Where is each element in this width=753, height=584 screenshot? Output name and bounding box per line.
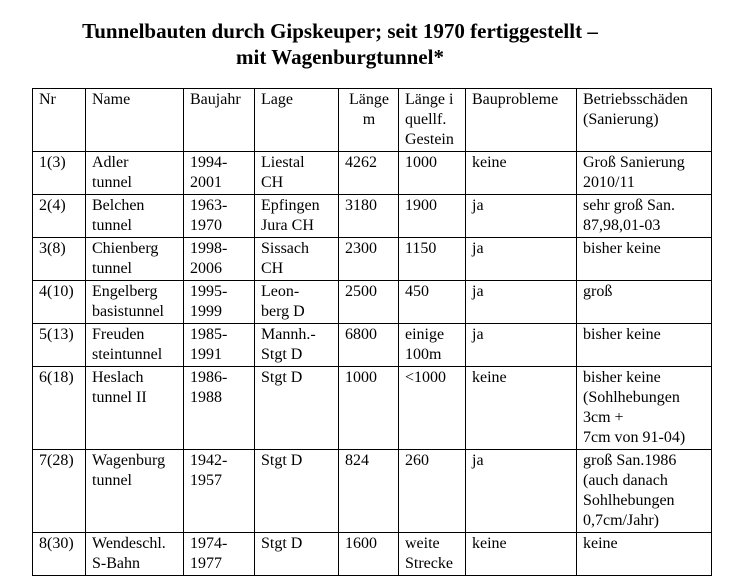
- cell-baujahr: 1985- 1991: [184, 324, 255, 367]
- cell-name: Adler tunnel: [86, 152, 184, 195]
- cell-name: Wendeschl. S-Bahn: [86, 533, 184, 576]
- cell-laenge: 4262: [339, 152, 399, 195]
- cell-nr: 2(4): [33, 195, 86, 238]
- cell-laenge: 1000: [339, 367, 399, 450]
- table-row: [33, 367, 712, 450]
- cell-baujahr: 1994- 2001: [184, 152, 255, 195]
- cell-lage: Stgt D: [255, 367, 339, 450]
- cell-bauprobleme: ja: [466, 324, 577, 367]
- cell-baujahr: 1995- 1999: [184, 281, 255, 324]
- cell-laenge: 6800: [339, 324, 399, 367]
- cell-laenge: 1600: [339, 533, 399, 576]
- table-row: [33, 324, 712, 367]
- table-row: [33, 152, 712, 195]
- cell-name: Freuden steintunnel: [86, 324, 184, 367]
- cell-lage: Mannh.- Stgt D: [255, 324, 339, 367]
- document-title: [0, 18, 680, 70]
- cell-betriebsschaeden: bisher keine: [577, 324, 712, 367]
- cell-bauprobleme: ja: [466, 238, 577, 281]
- table-row: [33, 450, 712, 533]
- cell-laenge-quellf: <1000: [399, 367, 466, 450]
- header-name: Name: [86, 89, 184, 152]
- cell-nr: 6(18): [33, 367, 86, 450]
- cell-laenge-quellf: 450: [399, 281, 466, 324]
- cell-bauprobleme: ja: [466, 281, 577, 324]
- cell-name: Wagenburg tunnel: [86, 450, 184, 533]
- header-lage: Lage: [255, 89, 339, 152]
- table-row: [33, 238, 712, 281]
- cell-baujahr: 1986- 1988: [184, 367, 255, 450]
- header-betriebsschaeden: Betriebsschäden (Sanierung): [577, 89, 712, 152]
- cell-nr: 4(10): [33, 281, 86, 324]
- table-row: [33, 281, 712, 324]
- cell-name: Belchen tunnel: [86, 195, 184, 238]
- cell-baujahr: 1942- 1957: [184, 450, 255, 533]
- cell-laenge: 824: [339, 450, 399, 533]
- cell-lage: Epfingen Jura CH: [255, 195, 339, 238]
- cell-name: Chienberg tunnel: [86, 238, 184, 281]
- cell-baujahr: 1963- 1970: [184, 195, 255, 238]
- cell-betriebsschaeden: Groß Sanierung 2010/11: [577, 152, 712, 195]
- title-line-2: mit Wagenburgtunnel*: [236, 45, 444, 69]
- cell-lage: Stgt D: [255, 533, 339, 576]
- tunnel-table: [32, 88, 712, 576]
- cell-name: Engelberg basistunnel: [86, 281, 184, 324]
- cell-lage: Stgt D: [255, 450, 339, 533]
- cell-lage: Sissach CH: [255, 238, 339, 281]
- title-line-1: Tunnelbauten durch Gipskeuper; seit 1970 fertiggestellt –: [82, 19, 598, 43]
- cell-lage: Liestal CH: [255, 152, 339, 195]
- cell-bauprobleme: ja: [466, 195, 577, 238]
- table-header-row: [33, 89, 712, 152]
- cell-nr: 5(13): [33, 324, 86, 367]
- header-laenge: Länge m: [339, 89, 399, 152]
- cell-laenge: 2500: [339, 281, 399, 324]
- cell-laenge-quellf: 1900: [399, 195, 466, 238]
- cell-laenge: 3180: [339, 195, 399, 238]
- cell-laenge: 2300: [339, 238, 399, 281]
- cell-name: Heslach tunnel II: [86, 367, 184, 450]
- header-nr: Nr: [33, 89, 86, 152]
- cell-betriebsschaeden: bisher keine (Sohlhebungen 3cm + 7cm von 91-04): [577, 367, 712, 450]
- cell-nr: 1(3): [33, 152, 86, 195]
- cell-baujahr: 1974- 1977: [184, 533, 255, 576]
- cell-betriebsschaeden: bisher keine: [577, 238, 712, 281]
- cell-betriebsschaeden: keine: [577, 533, 712, 576]
- cell-laenge-quellf: 1000: [399, 152, 466, 195]
- cell-nr: 3(8): [33, 238, 86, 281]
- cell-lage: Leon- berg D: [255, 281, 339, 324]
- cell-bauprobleme: ja: [466, 450, 577, 533]
- header-bauprobleme: Bauprobleme: [466, 89, 577, 152]
- cell-laenge-quellf: 1150: [399, 238, 466, 281]
- cell-nr: 7(28): [33, 450, 86, 533]
- cell-nr: 8(30): [33, 533, 86, 576]
- cell-bauprobleme: keine: [466, 533, 577, 576]
- cell-betriebsschaeden: sehr groß San. 87,98,01-03: [577, 195, 712, 238]
- cell-laenge-quellf: weite Strecke: [399, 533, 466, 576]
- table-row: [33, 195, 712, 238]
- cell-baujahr: 1998- 2006: [184, 238, 255, 281]
- cell-betriebsschaeden: groß: [577, 281, 712, 324]
- cell-bauprobleme: keine: [466, 152, 577, 195]
- cell-betriebsschaeden: groß San.1986 (auch danach Sohlhebungen 0,7cm/Jahr): [577, 450, 712, 533]
- header-laenge-quellf: Länge i quellf. Gestein: [399, 89, 466, 152]
- header-baujahr: Baujahr: [184, 89, 255, 152]
- cell-laenge-quellf: einige 100m: [399, 324, 466, 367]
- table-row: [33, 533, 712, 576]
- cell-bauprobleme: keine: [466, 367, 577, 450]
- cell-laenge-quellf: 260: [399, 450, 466, 533]
